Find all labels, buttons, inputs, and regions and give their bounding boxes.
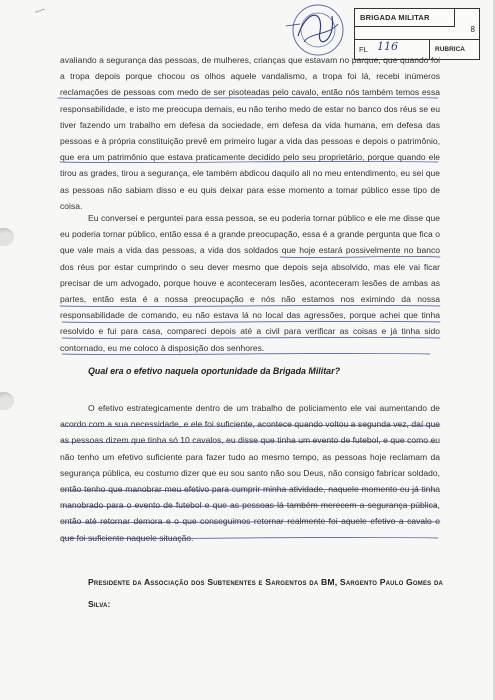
stamp-fl-value: 116 bbox=[377, 40, 398, 53]
paragraph-2: Eu conversei e perguntei para essa pessoa, se eu poderia tornar público e ele me disse que eu poderia tornar público, então essa é a grande preocupação, essa é a grande pergunta que fica o que vale mais a vida das pessoas, a vida dos soldados que hoje estará possivelmente no banco dos réus por estar cumprindo o seu dever mesmo que depois seja absolvido, mas ele vai ficar precisar de um advogado, porque houve e aconteceram lesões, aconteceram lesões de ambas as partes, então esta é a nossa preocupação e nós não estamos nos eximindo da nossa responsabilidade de comando, eu não estava lá no local das agressões, porque achei que tinha resolvido e fui para casa, compareci depois até a civil para verificar as coisas e já tinha sido contornado, eu me coloco à disposição dos senhores. bbox=[60, 213, 440, 353]
court-seal-icon bbox=[280, 2, 350, 58]
stamp-number: 8 bbox=[470, 25, 475, 34]
stamp-fl-label: FL bbox=[359, 45, 368, 54]
paragraph-3: O efetivo estrategicamente dentro de um trabalho de policiamento ele vai aumentando de acordo com a sua necessidade, e ele foi suficiente, acontece quando voltou a segunda vez, daí que as pessoas dizem que tinha só 10 cavalos, eu disse que tinha um evento de futebol, e que como eu não tenho um efetivo suficiente para fazer tudo ao mesmo tempo, as pessoas hoje reclamam da segurança pública, eu costumo dizer que eu sou santo não sou Deus, não consigo fabricar soldado, então tenho que manobrar meu efetivo para cumprir minha atividade, naquele momento eu já tinha manobrado para o evento de futebol e que as pessoas lá também merecem a segurança pública, então até retornar demora e o que conseguimos retornar realmente foi aquele efetivo a cavalo e que foi suficiente naquele situação. bbox=[60, 403, 440, 543]
stamp-title: BRIGADA MILITAR bbox=[355, 9, 455, 27]
binder-hole bbox=[0, 392, 14, 410]
question-heading: Qual era o efetivo naquela oportunidade da Brigada Militar? bbox=[88, 366, 340, 376]
stamp-rubrica-label: RUBRICA bbox=[435, 46, 465, 53]
binder-hole bbox=[0, 228, 14, 246]
paragraph-1: avaliando a segurança das pessoas, de mulheres, crianças que estavam no parque, que quando foi a tropa depois porque chocou os olhos aquele vandalismo, a tropa foi lá, recebi inúmeros reclamações de pessoas com medo de ser pisoteadas pelo cavalo, então nós também temos essa responsabilidade, e isto me preocupa demais, eu não tenho medo de estar no banco dos réus se eu tiver fazendo um trabalho em defesa da sociedade, em defesa da vida humana, em defesa das pessoas e à própria constituição prevê em primeiro lugar a vida das pessoas e depois o patrimônio, que era um patrimônio que estava praticamente decidido pelo seu proprietário, porque quando ele tirou as grades, tirou a segurança, ele também abdicou daquilo ali no meu entendimento, eu sei que as pessoas não sabiam disso e eu quis deixar para esse momento a tomar público esse tipo de coisa. bbox=[60, 55, 440, 211]
corner-mark bbox=[35, 9, 47, 19]
speaker-heading: Presidente da Associação dos Subtenentes e Sargentos da BM, Sargento Paulo Gomes da Silva: bbox=[88, 577, 444, 609]
